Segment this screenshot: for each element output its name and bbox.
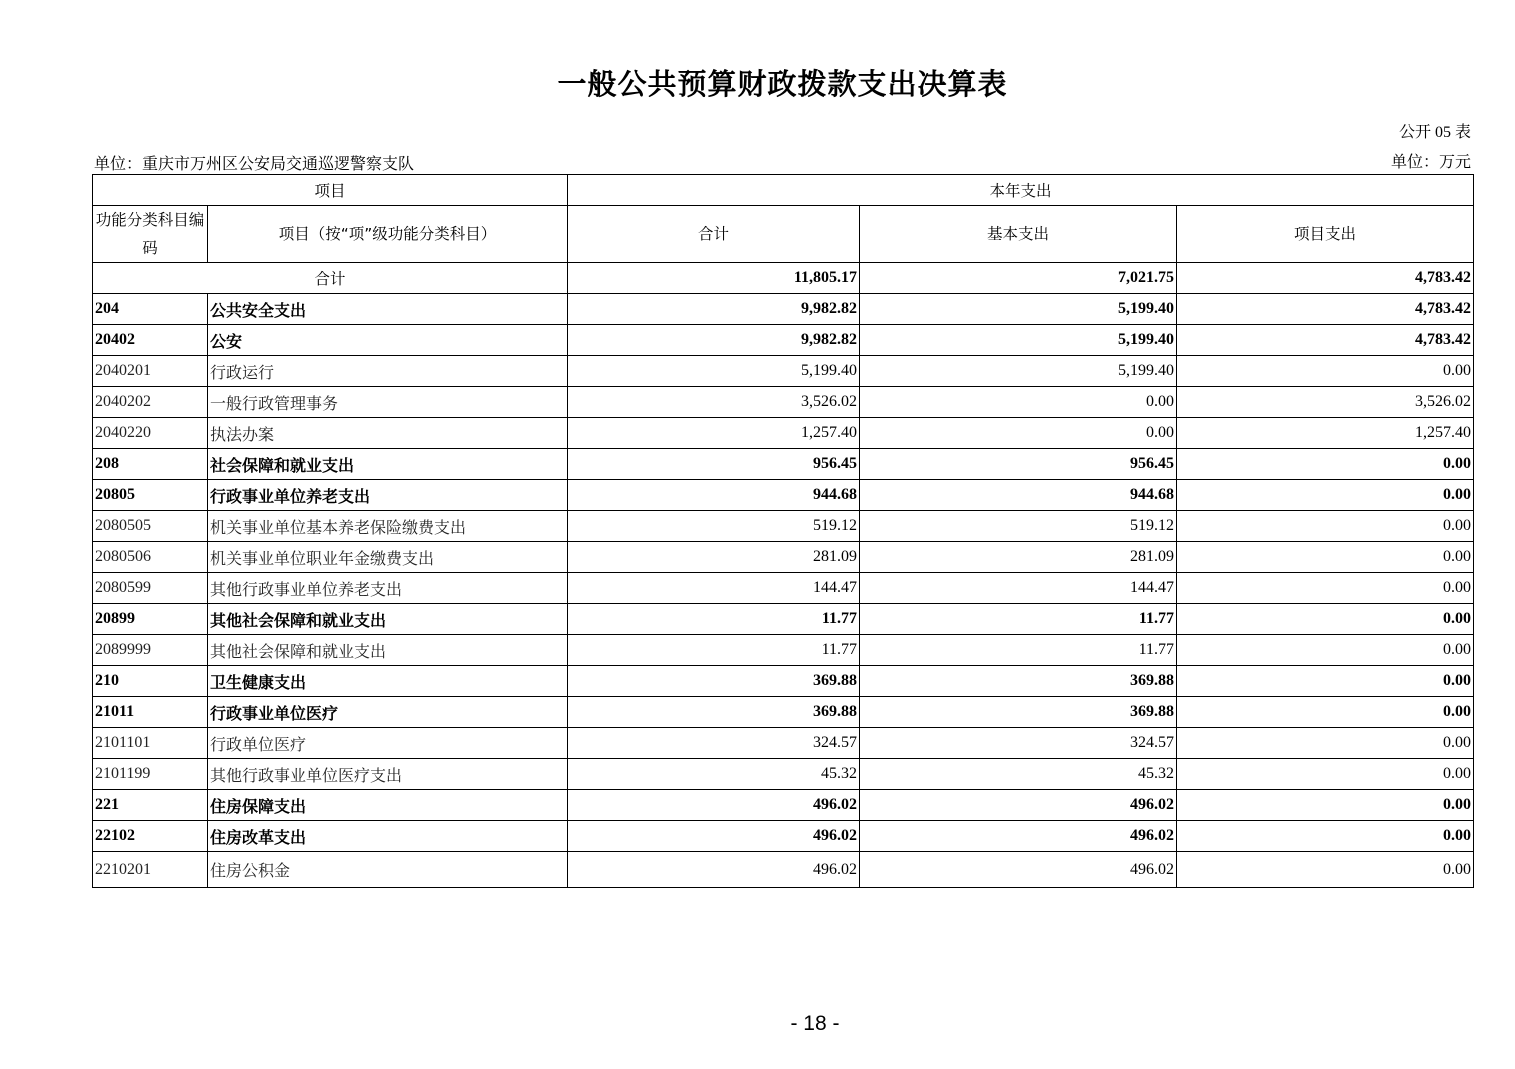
row-name: 行政事业单位养老支出 <box>208 480 568 511</box>
row-total: 519.12 <box>568 511 860 542</box>
row-code: 2101101 <box>93 728 208 759</box>
table-row <box>93 790 1474 821</box>
row-project: 0.00 <box>1177 604 1474 635</box>
row-project: 0.00 <box>1177 356 1474 387</box>
row-code: 2080505 <box>93 511 208 542</box>
row-total: 1,257.40 <box>568 418 860 449</box>
table-row <box>93 697 1474 728</box>
row-name: 其他社会保障和就业支出 <box>208 604 568 635</box>
row-basic: 956.45 <box>860 449 1177 480</box>
row-project: 0.00 <box>1177 573 1474 604</box>
row-total: 281.09 <box>568 542 860 573</box>
row-total: 11.77 <box>568 635 860 666</box>
row-project: 3,526.02 <box>1177 387 1474 418</box>
total-total: 11,805.17 <box>568 263 860 294</box>
row-code: 204 <box>93 294 208 325</box>
row-basic: 5,199.40 <box>860 294 1177 325</box>
row-project: 0.00 <box>1177 542 1474 573</box>
row-project: 0.00 <box>1177 728 1474 759</box>
row-name: 公共安全支出 <box>208 294 568 325</box>
row-basic: 45.32 <box>860 759 1177 790</box>
row-name: 机关事业单位职业年金缴费支出 <box>208 542 568 573</box>
row-name: 其他行政事业单位养老支出 <box>208 573 568 604</box>
row-basic: 519.12 <box>860 511 1177 542</box>
row-basic: 369.88 <box>860 697 1177 728</box>
row-project: 0.00 <box>1177 852 1474 888</box>
row-total: 496.02 <box>568 821 860 852</box>
row-name: 行政单位医疗 <box>208 728 568 759</box>
header-total: 合计 <box>568 206 860 263</box>
header-project: 项目支出 <box>1177 206 1474 263</box>
table-row <box>93 573 1474 604</box>
row-basic: 11.77 <box>860 604 1177 635</box>
row-basic: 11.77 <box>860 635 1177 666</box>
header-name: 项目（按“项”级功能分类科目） <box>208 206 568 263</box>
row-project: 0.00 <box>1177 635 1474 666</box>
total-label: 合计 <box>93 263 568 294</box>
reporting-unit: 单位：重庆市万州区公安局交通巡逻警察支队 <box>94 156 415 173</box>
row-project: 1,257.40 <box>1177 418 1474 449</box>
row-basic: 944.68 <box>860 480 1177 511</box>
row-code: 21011 <box>93 697 208 728</box>
row-code: 210 <box>93 666 208 697</box>
header-current-year: 本年支出 <box>568 175 1474 206</box>
row-code: 2101199 <box>93 759 208 790</box>
expenditure-table <box>92 174 1474 888</box>
row-basic: 0.00 <box>860 418 1177 449</box>
row-basic: 0.00 <box>860 387 1177 418</box>
row-total: 369.88 <box>568 697 860 728</box>
total-basic: 7,021.75 <box>860 263 1177 294</box>
row-basic: 496.02 <box>860 790 1177 821</box>
row-total: 9,982.82 <box>568 294 860 325</box>
page-number: - 18 - <box>790 1012 840 1035</box>
row-name: 住房改革支出 <box>208 821 568 852</box>
table-body <box>93 263 1474 888</box>
row-name: 机关事业单位基本养老保险缴费支出 <box>208 511 568 542</box>
row-project: 4,783.42 <box>1177 325 1474 356</box>
row-basic: 144.47 <box>860 573 1177 604</box>
row-total: 496.02 <box>568 790 860 821</box>
table-row <box>93 449 1474 480</box>
row-code: 20402 <box>93 325 208 356</box>
row-basic: 5,199.40 <box>860 356 1177 387</box>
row-project: 0.00 <box>1177 759 1474 790</box>
table-row <box>93 666 1474 697</box>
row-project: 0.00 <box>1177 821 1474 852</box>
header-row-2 <box>93 206 1474 263</box>
currency-unit: 单位：万元 <box>1390 154 1471 171</box>
table-row <box>93 852 1474 888</box>
row-name: 执法办案 <box>208 418 568 449</box>
row-name: 住房公积金 <box>208 852 568 888</box>
row-code: 20899 <box>93 604 208 635</box>
row-code: 2040202 <box>93 387 208 418</box>
row-project: 0.00 <box>1177 480 1474 511</box>
table-row <box>93 604 1474 635</box>
row-total: 496.02 <box>568 852 860 888</box>
row-name: 一般行政管理事务 <box>208 387 568 418</box>
table-row <box>93 356 1474 387</box>
row-basic: 281.09 <box>860 542 1177 573</box>
row-total: 144.47 <box>568 573 860 604</box>
table-row <box>93 294 1474 325</box>
row-total: 3,526.02 <box>568 387 860 418</box>
row-code: 22102 <box>93 821 208 852</box>
row-name: 住房保障支出 <box>208 790 568 821</box>
row-code: 2040220 <box>93 418 208 449</box>
table-row <box>93 387 1474 418</box>
row-name: 其他社会保障和就业支出 <box>208 635 568 666</box>
total-project: 4,783.42 <box>1177 263 1474 294</box>
header-row-1 <box>93 175 1474 206</box>
row-basic: 324.57 <box>860 728 1177 759</box>
row-code: 2080599 <box>93 573 208 604</box>
row-basic: 496.02 <box>860 852 1177 888</box>
row-total: 324.57 <box>568 728 860 759</box>
table-row <box>93 511 1474 542</box>
row-name: 卫生健康支出 <box>208 666 568 697</box>
row-basic: 5,199.40 <box>860 325 1177 356</box>
row-name: 社会保障和就业支出 <box>208 449 568 480</box>
row-project: 0.00 <box>1177 697 1474 728</box>
header-basic: 基本支出 <box>860 206 1177 263</box>
row-code: 2210201 <box>93 852 208 888</box>
row-project: 0.00 <box>1177 511 1474 542</box>
table-row <box>93 635 1474 666</box>
row-code: 221 <box>93 790 208 821</box>
row-total: 11.77 <box>568 604 860 635</box>
form-number: 公开 05 表 <box>1398 124 1471 141</box>
row-code: 2089999 <box>93 635 208 666</box>
row-total: 5,199.40 <box>568 356 860 387</box>
row-code: 208 <box>93 449 208 480</box>
row-project: 0.00 <box>1177 449 1474 480</box>
row-project: 0.00 <box>1177 790 1474 821</box>
table-row <box>93 418 1474 449</box>
row-basic: 496.02 <box>860 821 1177 852</box>
row-name: 行政事业单位医疗 <box>208 697 568 728</box>
row-total: 45.32 <box>568 759 860 790</box>
row-project: 0.00 <box>1177 666 1474 697</box>
table-row <box>93 821 1474 852</box>
row-total: 369.88 <box>568 666 860 697</box>
row-basic: 369.88 <box>860 666 1177 697</box>
row-code: 2040201 <box>93 356 208 387</box>
table-row <box>93 542 1474 573</box>
row-project: 4,783.42 <box>1177 294 1474 325</box>
row-code: 2080506 <box>93 542 208 573</box>
row-name: 公安 <box>208 325 568 356</box>
row-name: 行政运行 <box>208 356 568 387</box>
table-row <box>93 480 1474 511</box>
table-row <box>93 759 1474 790</box>
row-total: 956.45 <box>568 449 860 480</box>
row-total: 944.68 <box>568 480 860 511</box>
table-row <box>93 325 1474 356</box>
page-title: 一般公共预算财政拨款支出决算表 <box>557 67 1008 101</box>
row-total: 9,982.82 <box>568 325 860 356</box>
header-item: 项目 <box>93 175 568 206</box>
row-code: 20805 <box>93 480 208 511</box>
total-row <box>93 263 1474 294</box>
row-name: 其他行政事业单位医疗支出 <box>208 759 568 790</box>
table-row <box>93 728 1474 759</box>
header-code: 功能分类科目编码 <box>93 206 208 263</box>
